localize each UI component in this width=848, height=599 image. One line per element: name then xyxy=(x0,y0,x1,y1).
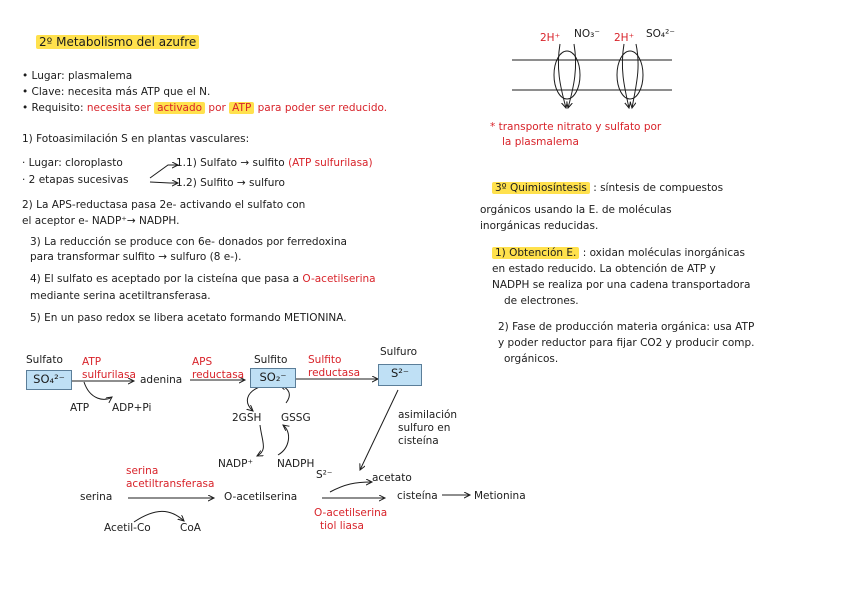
produccion-text-2: y poder reductor para fijar CO2 y producir comp. xyxy=(498,337,755,349)
adp-label: ADP+Pi xyxy=(112,402,152,414)
atp-label: ATP xyxy=(70,402,90,414)
obtencion-text-2: en estado reducido. La obtención de ATP y xyxy=(492,263,716,275)
fotoasim-lugar: · Lugar: cloroplasto xyxy=(22,157,123,169)
so4-box: SO₄²⁻ xyxy=(26,370,72,390)
s2minus-label: S²⁻ xyxy=(316,469,333,481)
adenina-label: adenina xyxy=(140,374,183,386)
enzyme-serina-1: serina xyxy=(126,465,159,477)
fotoasim-heading: 1) Fotoasimilación S en plantas vasculares: xyxy=(22,133,250,145)
enzyme-sulfito-reductasa: Sulfito reductasa xyxy=(308,354,361,379)
bullet-lugar: • Lugar: plasmalema xyxy=(22,70,133,82)
obtencion-title: 1) Obtención E. xyxy=(492,247,579,259)
step5-line: 5) En un paso redox se libera acetato formando METIONINA. xyxy=(30,312,347,324)
produccion-text-3: orgánicos. xyxy=(504,353,559,365)
fotoasim-step2: 1.2) Sulfito → sulfuro xyxy=(176,177,285,189)
oacetilserina-label: O-acetilserina xyxy=(224,491,298,503)
quimio-title: 3º Quimiosíntesis xyxy=(492,182,590,194)
req-mid: por xyxy=(208,102,226,114)
transport-note-2: la plasmalema xyxy=(502,136,579,148)
asimilacion-1: asimilación xyxy=(398,409,458,421)
obtencion-text-3: NADPH se realiza por una cadena transportadora xyxy=(492,279,751,291)
gssg-label: GSSG xyxy=(281,412,311,424)
transport-h1: 2H⁺ xyxy=(540,32,561,44)
bullet-label: Requisito: xyxy=(31,102,84,114)
step1-text: 1.1) Sulfato → sulfito xyxy=(176,157,285,169)
step4-red: O-acetilserina xyxy=(302,273,376,285)
req-highlight-activado: activado xyxy=(154,102,205,114)
step3-line2: para transformar sulfito → sulfuro (8 e-). xyxy=(30,251,242,263)
transport-no3: NO₃⁻ xyxy=(574,28,600,40)
bullet-clave: • Clave: necesita más ATP que el N. xyxy=(22,86,211,98)
bullet-label: Lugar: xyxy=(31,70,65,82)
acetato-label: acetato xyxy=(372,472,412,484)
quimio-intro-1: : síntesis de compuestos xyxy=(593,182,724,194)
nadph-label: NADPH xyxy=(277,458,315,470)
cisteina-label: cisteína xyxy=(397,490,438,502)
sulfito-label: Sulfito xyxy=(254,354,288,366)
req-pre: necesita ser xyxy=(86,102,151,114)
transport-note-1: * transporte nitrato y sulfato por xyxy=(490,121,662,133)
step1-enzyme: (ATP sulfurilasa) xyxy=(288,157,373,169)
bullet-requisito: • Requisito: necesita ser activado por ATP para poder ser reducido. xyxy=(22,102,388,114)
nadp-label: NADP⁺ xyxy=(218,458,253,470)
serina-label: serina xyxy=(80,491,113,503)
so2-box: SO₂⁻ xyxy=(250,368,296,388)
enzyme-atp-sulfurilasa: ATP sulfurilasa xyxy=(82,356,136,381)
obtencion-text-4: de electrones. xyxy=(504,295,579,307)
step2-line2: el aceptor e- NADP⁺→ NADPH. xyxy=(22,215,180,227)
step3-line1: 3) La reducción se produce con 6e- donados por ferredoxina xyxy=(30,236,347,248)
step4-line2: mediante serina acetiltransferasa. xyxy=(30,290,211,302)
step2-line1: 2) La APS-reductasa pasa 2e- activando el sulfato con xyxy=(22,199,306,211)
produccion-text-1: 2) Fase de producción materia orgánica: usa ATP xyxy=(498,321,755,333)
bullet-text: necesita más ATP que el N. xyxy=(67,86,211,98)
coa-label: CoA xyxy=(180,522,201,534)
asimilacion-3: cisteína xyxy=(398,435,439,447)
acetilco-label: Acetil-Co xyxy=(104,522,151,534)
fotoasim-etapas: · 2 etapas sucesivas xyxy=(22,174,129,186)
bullet-text: plasmalema xyxy=(67,70,133,82)
enzyme-serina-2: acetiltransferasa xyxy=(126,478,215,490)
gsh-label: 2GSH xyxy=(232,412,262,424)
transport-so4: SO₄²⁻ xyxy=(646,28,675,40)
asimilacion-2: sulfuro en xyxy=(398,422,451,434)
obtencion-line1 xyxy=(492,247,745,260)
section-title-text: 2º Metabolismo del azufre xyxy=(36,35,199,49)
quimio-intro-2: orgánicos usando la E. de moléculas xyxy=(480,204,672,216)
obtencion-text-1: : oxidan moléculas inorgánicas xyxy=(582,247,745,259)
req-post: para poder ser reducido. xyxy=(257,102,388,114)
bullet-label: Clave: xyxy=(31,86,65,98)
quimio-intro-3: inorgánicas reducidas. xyxy=(480,220,599,232)
sulfuro-label: Sulfuro xyxy=(380,346,418,358)
s2-box: S²⁻ xyxy=(378,364,422,386)
quimio-title-line xyxy=(492,182,723,195)
sulfato-label: Sulfato xyxy=(26,354,63,366)
metionina-label: Metionina xyxy=(474,490,526,502)
step4-text: 4) El sulfato es aceptado por la cisteína que pasa a xyxy=(30,273,300,285)
enzyme-tiol-2: tiol liasa xyxy=(320,520,364,532)
transport-h2: 2H⁺ xyxy=(614,32,635,44)
enzyme-tiol-1: O-acetilserina xyxy=(314,507,388,519)
req-highlight-atp: ATP xyxy=(229,102,254,114)
enzyme-aps-reductasa: APS reductasa xyxy=(192,356,245,381)
